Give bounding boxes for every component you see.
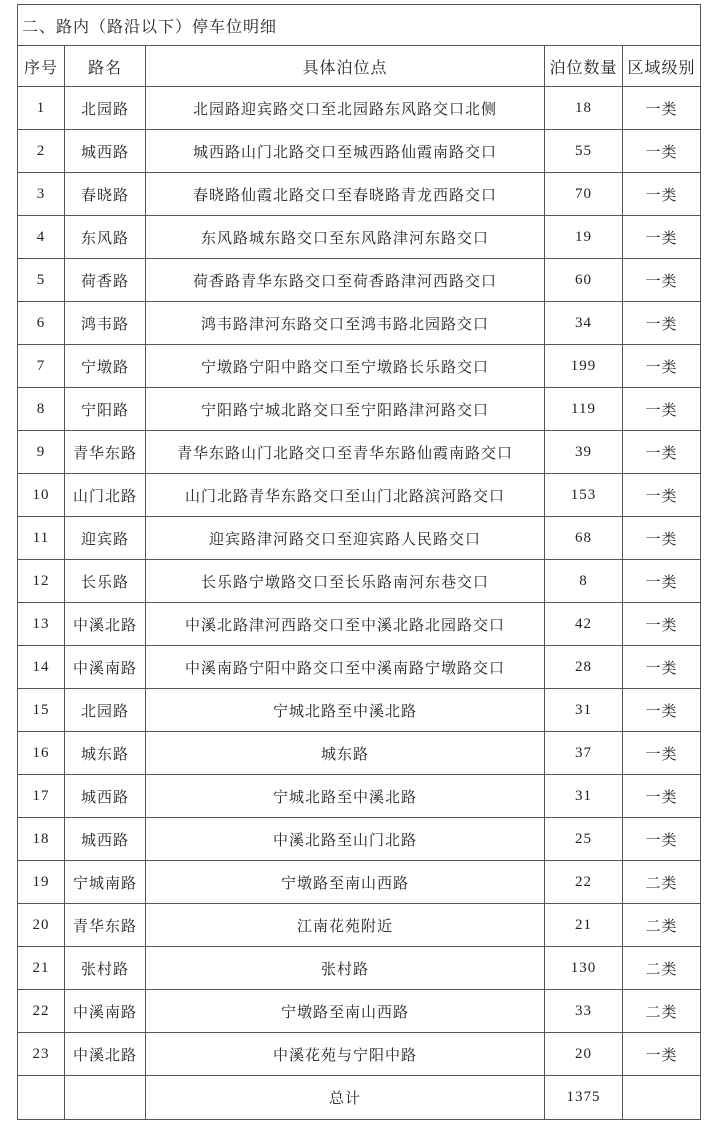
- table-row: [18, 646, 701, 689]
- cell-count: 25: [545, 818, 623, 861]
- cell-index: 3: [18, 173, 65, 216]
- table-row: [18, 431, 701, 474]
- cell-location: 江南花苑附近: [146, 904, 545, 947]
- total-row: [18, 1076, 701, 1120]
- cell-count: 55: [545, 130, 623, 173]
- cell-index: 15: [18, 689, 65, 732]
- cell-index: 20: [18, 904, 65, 947]
- cell-count: 70: [545, 173, 623, 216]
- cell-zone: 一类: [623, 775, 701, 818]
- cell-index: 10: [18, 474, 65, 517]
- table-row: [18, 302, 701, 345]
- cell-zone: 一类: [623, 302, 701, 345]
- cell-index: 8: [18, 388, 65, 431]
- cell-road-name: 宁阳路: [65, 388, 146, 431]
- title-row: [18, 5, 701, 46]
- cell-road-name: 城西路: [65, 775, 146, 818]
- cell-zone: 一类: [623, 646, 701, 689]
- table-row: [18, 259, 701, 302]
- table-row: [18, 1033, 701, 1076]
- cell-zone: 一类: [623, 474, 701, 517]
- cell-zone: 一类: [623, 689, 701, 732]
- cell-index: 23: [18, 1033, 65, 1076]
- cell-count: 22: [545, 861, 623, 904]
- cell-road-name: 青华东路: [65, 431, 146, 474]
- cell-index: 19: [18, 861, 65, 904]
- cell-index: 18: [18, 818, 65, 861]
- table-row: [18, 388, 701, 431]
- cell-road-name: 北园路: [65, 689, 146, 732]
- cell-count: 60: [545, 259, 623, 302]
- cell-road-name: 山门北路: [65, 474, 146, 517]
- cell-road-name: 春晓路: [65, 173, 146, 216]
- cell-zone: 一类: [623, 216, 701, 259]
- table-row: [18, 775, 701, 818]
- total-value: 1375: [545, 1076, 623, 1120]
- cell-location: 荷香路青华东路交口至荷香路津河西路交口: [146, 259, 545, 302]
- cell-count: 68: [545, 517, 623, 560]
- header-zone: 区域级别: [623, 46, 701, 87]
- cell-zone: 二类: [623, 990, 701, 1033]
- cell-road-name: 宁墩路: [65, 345, 146, 388]
- cell-location: 宁阳路宁城北路交口至宁阳路津河路交口: [146, 388, 545, 431]
- table-row: [18, 216, 701, 259]
- cell-location: 北园路迎宾路交口至北园路东风路交口北侧: [146, 87, 545, 130]
- cell-road-name: 长乐路: [65, 560, 146, 603]
- cell-count: 19: [545, 216, 623, 259]
- cell-location: 中溪南路宁阳中路交口至中溪南路宁墩路交口: [146, 646, 545, 689]
- cell-index: 22: [18, 990, 65, 1033]
- total-empty-cell: [65, 1076, 146, 1120]
- table-body: [18, 87, 701, 1076]
- table-row: [18, 818, 701, 861]
- cell-count: 33: [545, 990, 623, 1033]
- table-title: 二、路内（路沿以下）停车位明细: [18, 5, 701, 46]
- cell-index: 7: [18, 345, 65, 388]
- cell-index: 17: [18, 775, 65, 818]
- cell-road-name: 城西路: [65, 130, 146, 173]
- cell-index: 1: [18, 87, 65, 130]
- cell-location: 城东路: [146, 732, 545, 775]
- cell-zone: 一类: [623, 87, 701, 130]
- cell-count: 18: [545, 87, 623, 130]
- cell-road-name: 张村路: [65, 947, 146, 990]
- table-row: [18, 345, 701, 388]
- cell-location: 春晓路仙霞北路交口至春晓路青龙西路交口: [146, 173, 545, 216]
- cell-road-name: 中溪北路: [65, 603, 146, 646]
- cell-location: 宁墩路宁阳中路交口至宁墩路长乐路交口: [146, 345, 545, 388]
- cell-zone: 二类: [623, 904, 701, 947]
- table-row: [18, 560, 701, 603]
- total-label: 总计: [146, 1076, 545, 1120]
- table-row: [18, 87, 701, 130]
- cell-index: 16: [18, 732, 65, 775]
- cell-location: 中溪北路至山门北路: [146, 818, 545, 861]
- cell-count: 199: [545, 345, 623, 388]
- cell-count: 28: [545, 646, 623, 689]
- cell-location: 宁墩路至南山西路: [146, 861, 545, 904]
- cell-zone: 一类: [623, 560, 701, 603]
- cell-road-name: 城东路: [65, 732, 146, 775]
- cell-count: 153: [545, 474, 623, 517]
- cell-count: 39: [545, 431, 623, 474]
- cell-road-name: 荷香路: [65, 259, 146, 302]
- cell-zone: 一类: [623, 388, 701, 431]
- cell-index: 13: [18, 603, 65, 646]
- cell-location: 山门北路青华东路交口至山门北路滨河路交口: [146, 474, 545, 517]
- cell-road-name: 宁城南路: [65, 861, 146, 904]
- cell-zone: 一类: [623, 259, 701, 302]
- cell-index: 9: [18, 431, 65, 474]
- table-row: [18, 603, 701, 646]
- cell-road-name: 东风路: [65, 216, 146, 259]
- cell-count: 42: [545, 603, 623, 646]
- cell-zone: 一类: [623, 517, 701, 560]
- cell-index: 21: [18, 947, 65, 990]
- cell-location: 宁城北路至中溪北路: [146, 775, 545, 818]
- cell-index: 12: [18, 560, 65, 603]
- header-index: 序号: [18, 46, 65, 87]
- table-row: [18, 732, 701, 775]
- cell-location: 长乐路宁墩路交口至长乐路南河东巷交口: [146, 560, 545, 603]
- cell-road-name: 迎宾路: [65, 517, 146, 560]
- cell-road-name: 中溪南路: [65, 646, 146, 689]
- cell-index: 6: [18, 302, 65, 345]
- cell-location: 城西路山门北路交口至城西路仙霞南路交口: [146, 130, 545, 173]
- cell-location: 宁墩路至南山西路: [146, 990, 545, 1033]
- cell-road-name: 城西路: [65, 818, 146, 861]
- cell-zone: 一类: [623, 603, 701, 646]
- cell-location: 中溪北路津河西路交口至中溪北路北园路交口: [146, 603, 545, 646]
- cell-index: 11: [18, 517, 65, 560]
- cell-zone: 一类: [623, 130, 701, 173]
- cell-count: 34: [545, 302, 623, 345]
- table-row: [18, 861, 701, 904]
- cell-location: 宁城北路至中溪北路: [146, 689, 545, 732]
- total-empty-cell: [623, 1076, 701, 1120]
- header-row: [18, 46, 701, 87]
- parking-table: [17, 4, 701, 1120]
- cell-index: 2: [18, 130, 65, 173]
- cell-zone: 一类: [623, 818, 701, 861]
- cell-location: 张村路: [146, 947, 545, 990]
- cell-zone: 一类: [623, 345, 701, 388]
- table-row: [18, 947, 701, 990]
- cell-road-name: 鸿韦路: [65, 302, 146, 345]
- cell-count: 31: [545, 775, 623, 818]
- cell-zone: 一类: [623, 732, 701, 775]
- header-location: 具体泊位点: [146, 46, 545, 87]
- table-row: [18, 474, 701, 517]
- cell-location: 迎宾路津河路交口至迎宾路人民路交口: [146, 517, 545, 560]
- cell-location: 东风路城东路交口至东风路津河东路交口: [146, 216, 545, 259]
- cell-road-name: 中溪北路: [65, 1033, 146, 1076]
- cell-count: 20: [545, 1033, 623, 1076]
- cell-count: 8: [545, 560, 623, 603]
- cell-road-name: 北园路: [65, 87, 146, 130]
- cell-count: 37: [545, 732, 623, 775]
- cell-index: 14: [18, 646, 65, 689]
- cell-location: 中溪花苑与宁阳中路: [146, 1033, 545, 1076]
- cell-location: 青华东路山门北路交口至青华东路仙霞南路交口: [146, 431, 545, 474]
- header-road-name: 路名: [65, 46, 146, 87]
- header-count: 泊位数量: [545, 46, 623, 87]
- cell-zone: 二类: [623, 861, 701, 904]
- cell-count: 31: [545, 689, 623, 732]
- cell-road-name: 中溪南路: [65, 990, 146, 1033]
- table-row: [18, 990, 701, 1033]
- cell-index: 5: [18, 259, 65, 302]
- cell-count: 21: [545, 904, 623, 947]
- cell-zone: 一类: [623, 1033, 701, 1076]
- table-row: [18, 904, 701, 947]
- cell-zone: 一类: [623, 173, 701, 216]
- table-row: [18, 173, 701, 216]
- cell-location: 鸿韦路津河东路交口至鸿韦路北园路交口: [146, 302, 545, 345]
- total-empty-cell: [18, 1076, 65, 1120]
- cell-index: 4: [18, 216, 65, 259]
- table-row: [18, 517, 701, 560]
- table-row: [18, 689, 701, 732]
- cell-count: 119: [545, 388, 623, 431]
- cell-zone: 二类: [623, 947, 701, 990]
- table-row: [18, 130, 701, 173]
- cell-zone: 一类: [623, 431, 701, 474]
- cell-road-name: 青华东路: [65, 904, 146, 947]
- cell-count: 130: [545, 947, 623, 990]
